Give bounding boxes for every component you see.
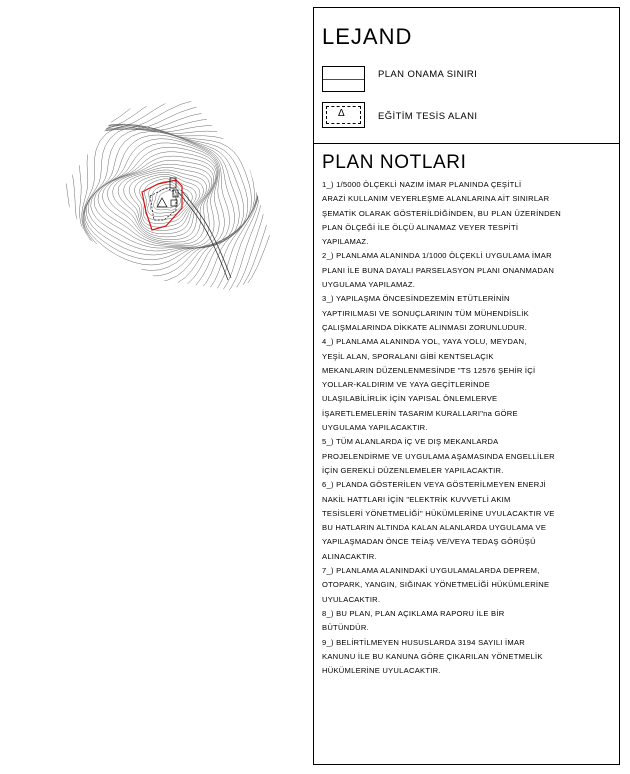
note-line: ÇALIŞMALARINDA DİKKATE ALINMASI ZORUNLUDUR.: [322, 322, 528, 332]
plan-notes-panel: [313, 144, 620, 765]
note-line: KANUNU İLE BU KANUNA GÖRE ÇIKARILAN YÖNETMELİK: [322, 651, 543, 661]
note-line: BU HATLARIN ALTINDA KALAN ALANLARDA UYGULAMA VE: [322, 523, 547, 533]
note-line: 2_) PLANLAMA ALANINDA 1/1000 ÖLÇEKLİ UYGULAMA İMAR: [322, 251, 552, 261]
note-line: YOLLAR-KALDIRIM VE YAYA GEÇİTLERİNDE: [322, 380, 490, 390]
note-line: 9_) BELİRTİLMEYEN HUSUSLARDA 3194 SAYILI İMAR: [322, 637, 525, 647]
note-line: HÜKÜMLERİNE UYULACAKTIR.: [322, 666, 441, 676]
plan-boundary-swatch: [322, 66, 365, 92]
note-line: ŞEMATİK OLARAK GÖSTERİLDİĞİNDEN, BU PLAN ÜZERİNDEN: [322, 208, 561, 218]
road-line: [178, 190, 231, 280]
contour-line: [50, 93, 262, 300]
contour-line: [91, 143, 220, 248]
note-line: UYULACAKTIR.: [322, 594, 381, 604]
legend-label-education-area: EĞİTİM TESİS ALANI: [378, 111, 478, 122]
note-line: 5_) TÜM ALANLARDA İÇ VE DIŞ MEKANLARDA: [322, 437, 499, 447]
note-line: YAPILAŞMADAN ÖNCE TEİAŞ VE/VEYA TEDAŞ GÖRÜŞÜ: [322, 537, 536, 547]
note-line: ARAZİ KULLANIM VEYERLEŞME ALANLARINA AİT SINIRLAR: [322, 194, 550, 204]
note-line: 6_) PLANDA GÖSTERİLEN VEYA GÖSTERİLMEYEN ENERJİ: [322, 480, 546, 490]
contour-line: [50, 106, 260, 300]
note-line: TESİSLERİ YÖNETMELİĞİ" HÜKÜMLERİNE UYULACAKTIR VE: [322, 508, 555, 518]
note-line: 8_) BU PLAN, PLAN AÇIKLAMA RAPORU İLE BİR: [322, 608, 505, 618]
contour-line: [157, 191, 177, 208]
note-line: 3_) YAPILAŞMA ÖNCESİNDEZEMİN ETÜTLERİNİN: [322, 294, 510, 304]
note-line: MEKANLARIN DÜZENLENMESİNDE "TS 12576 ŞEHİR İÇİ: [322, 365, 536, 375]
triangle-icon: Δ: [338, 108, 345, 119]
note-line: UYGULAMA YAPILAMAZ.: [322, 280, 416, 290]
legend-label-plan-boundary: PLAN ONAMA SINIRI: [378, 69, 478, 80]
note-line: 4_) PLANLAMA ALANINDA YOL, YAYA YOLU, MEYDAN,: [322, 337, 527, 347]
education-area-swatch: [322, 102, 365, 128]
contour-map: [50, 80, 290, 300]
contour-line: [50, 80, 277, 300]
note-line: PROJELENDİRME VE UYGULAMA AŞAMASINDA ENGELLİLER: [322, 451, 555, 461]
note-line: ALINACAKTIR.: [322, 551, 377, 561]
contour-line: [58, 119, 260, 300]
contour-line: [65, 125, 259, 296]
note-line: ULAŞILABİLİRLİK İÇİN YAPISAL ÖNLEMLERVE: [322, 394, 498, 404]
note-line: YEŞİL ALAN, SPORALANI GİBİ KENTSELAÇIK: [322, 351, 494, 361]
contour-line: [72, 125, 257, 292]
note-line: 7_) PLANLAMA ALANINDAKİ UYGULAMALARDA DEPREM,: [322, 566, 540, 576]
note-line: YAPILAMAZ.: [322, 237, 369, 247]
contour-line: [144, 179, 192, 220]
note-line: BÜTÜNDÜR.: [322, 623, 369, 633]
legend-panel: [313, 7, 620, 144]
note-line: İŞARETLEMELERİN TASARIM KURALLARI"na GÖRE: [322, 408, 518, 418]
note-line: İÇİN GEREKLİ DÜZENLEMELER YAPILACAKTIR.: [322, 465, 504, 475]
plan-notes-text: [322, 178, 607, 678]
plan-notes-title: PLAN NOTLARI: [322, 152, 467, 173]
note-line: PLANI İLE BUNA DAYALI PARSELASYON PLANI ONANMADAN: [322, 265, 555, 275]
note-line: UYGULAMA YAPILACAKTIR.: [322, 423, 428, 433]
note-line: PLAN ÖLÇEĞİ İLE ÖLÇÜ ALINAMAZ VEYER TESPİTİ: [322, 222, 519, 232]
contour-line: [124, 170, 207, 234]
note-line: OTOPARK, YANGIN, SIĞINAK YÖNETMELİĞİ HÜKÜMLERİNE: [322, 580, 550, 590]
contour-line: [84, 129, 240, 265]
legend-title: LEJAND: [322, 24, 413, 49]
contour-lines: [50, 80, 277, 300]
note-line: YAPTIRILMASI VE SONUÇLARININ TÜM MÜHENDİSLİK: [322, 308, 529, 318]
note-line: NAKİL HATTLARI İÇİN "ELEKTRİK KUVVETLİ AKIM: [322, 494, 511, 504]
note-line: 1_) 1/5000 ÖLÇEKLİ NAZIM İMAR PLANINDA ÇEŞİTLİ: [322, 180, 522, 189]
